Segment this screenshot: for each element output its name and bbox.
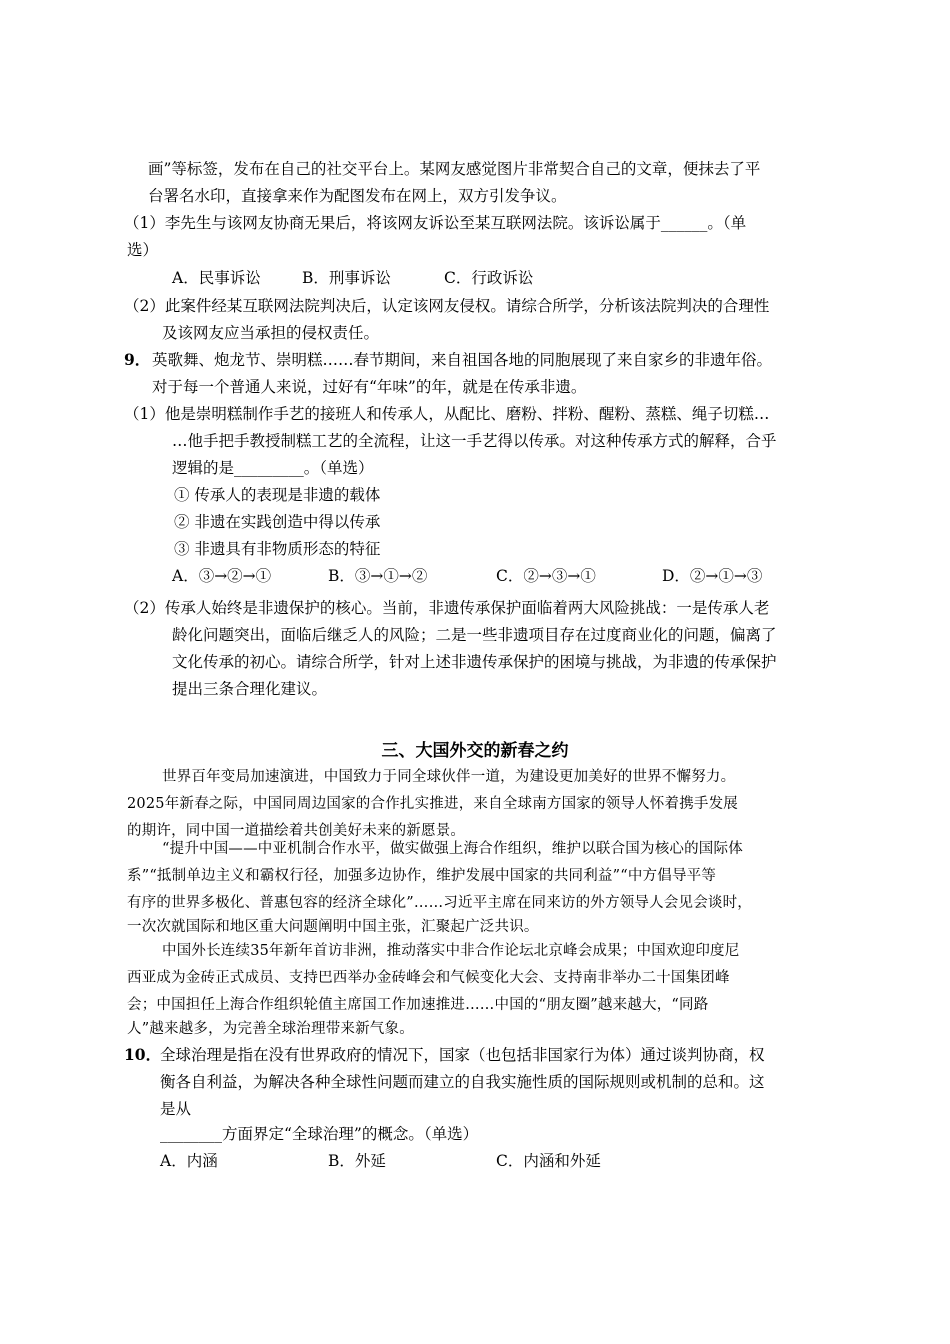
q9-number: 9． xyxy=(124,350,151,369)
section3-paragraph-line: 的期许，同中国一道描绘着共创美好未来的新愿景。 xyxy=(127,823,466,839)
section3-paragraph-line: 一次次就国际和地区重大问题阐明中国主张，汇聚起广泛共识。 xyxy=(127,919,539,935)
q9-sub1-text: 逻辑的是_________。（单选） xyxy=(172,459,374,477)
section3-paragraph-line: 世界百年变局加速演进，中国致力于同全球伙伴一道，为建设更加美好的世界不懈努力。 xyxy=(162,769,736,785)
q9-sub2-text: （2）传承人始终是非遗保护的核心。当前，非遗传承保护面临着两大风险挑战：一是传承人老 xyxy=(124,599,770,617)
section3-paragraph-line: 有序的世界多极化、普惠包容的经济全球化”……习近平主席在同来访的外方领导人会见会谈时， xyxy=(127,895,753,911)
q8-option-c: C．行政诉讼 xyxy=(444,269,534,287)
q9-stem: 英歌舞、炮龙节、崇明糕……春节期间，来自祖国各地的同胞展现了来自家乡的非遗年俗。 xyxy=(152,351,773,369)
q9-sub2-text: 文化传承的初心。请综合所学，针对上述非遗传承保护的困境与挑战，为非遗的传承保护 xyxy=(172,653,777,671)
section3-paragraph-line: 系”“抵制单边主义和霸权行径，加强多边协作，维护发展中国家的共同利益”“中方倡导平等 xyxy=(127,868,717,884)
q10-option-c: C．内涵和外延 xyxy=(496,1152,601,1170)
q8-sub2-text: 及该网友应当承担的侵权责任。 xyxy=(162,324,380,342)
q10-number: 10． xyxy=(124,1045,162,1064)
q9-statement-1: ① 传承人的表现是非遗的载体 xyxy=(174,486,381,504)
section3-paragraph-line: 2025年新春之际，中国同周边国家的合作扎实推进，来自全球南方国家的领导人怀着携手发展 xyxy=(127,796,738,812)
q8-option-a: A．民事诉讼 xyxy=(172,269,261,287)
section3-paragraph-line: 人”越来越多，为完善全球治理带来新气象。 xyxy=(127,1021,414,1037)
q9-stem: 对于每一个普通人来说，过好有“年味”的年，就是在传承非遗。 xyxy=(152,378,587,396)
section-title: 三、大国外交的新春之约 xyxy=(381,741,569,761)
q10-option-b: B．外延 xyxy=(328,1152,386,1170)
q8-option-b: B．刑事诉讼 xyxy=(302,269,391,287)
q10-blank-line: ________方面界定“全球治理”的概念。（单选） xyxy=(160,1125,479,1143)
q9-sub2-text: 龄化问题突出，面临后继乏人的风险；二是一些非遗项目存在过度商业化的问题，偏离了 xyxy=(172,626,777,644)
section3-paragraph-line: “提升中国——中亚机制合作水平，做实做强上海合作组织，维护以联合国为核心的国际体 xyxy=(162,841,743,857)
q9-sub1-text: （1）他是崇明糕制作手艺的接班人和传承人，从配比、磨粉、拌粉、醒粉、蒸糕、绳子切糕… xyxy=(124,405,770,423)
q8-context-line: 画”等标签，发布在自己的社交平台上。某网友感觉图片非常契合自己的文章，便抹去了平 xyxy=(148,160,761,178)
section3-paragraph-line: 中国外长连续35年新年首访非洲，推动落实中非合作论坛北京峰会成果；中国欢迎印度尼 xyxy=(162,943,740,959)
q10-option-a: A．内涵 xyxy=(160,1152,218,1170)
q8-sub1-text: 选） xyxy=(127,241,159,259)
q9-statement-2: ② 非遗在实践创造中得以传承 xyxy=(174,513,381,531)
q9-option-a: A．③→②→① xyxy=(172,567,272,585)
q10-stem: 衡各自利益，为解决各种全球性问题而建立的自我实施性质的国际规则或机制的总和。这 xyxy=(160,1073,765,1091)
q9-statement-3: ③ 非遗具有非物质形态的特征 xyxy=(174,540,381,558)
q9-option-d: D．②→①→③ xyxy=(662,567,763,585)
q10-stem: 是从 xyxy=(160,1100,192,1118)
q9-sub1-text: …他手把手教授制糕工艺的全流程，让这一手艺得以传承。对这种传承方式的解释，合乎 xyxy=(172,432,777,450)
q9-option-b: B．③→①→② xyxy=(328,567,428,585)
q10-stem: 全球治理是指在没有世界政府的情况下，国家（也包括非国家行为体）通过谈判协商，权 xyxy=(160,1046,765,1064)
q9-option-c: C．②→③→① xyxy=(496,567,596,585)
q8-context-line: 台署名水印，直接拿来作为配图发布在网上，双方引发争议。 xyxy=(148,187,567,205)
q8-sub2-text: （2）此案件经某互联网法院判决后，认定该网友侵权。请综合所学，分析该法院判决的合理性 xyxy=(124,297,770,315)
section3-paragraph-line: 西亚成为金砖正式成员、支持巴西举办金砖峰会和气候变化大会、支持南非举办二十国集团峰 xyxy=(127,970,730,986)
q9-sub2-text: 提出三条合理化建议。 xyxy=(172,680,328,698)
section3-paragraph-line: 会；中国担任上海合作组织轮值主席国工作加速推进……中国的“朋友圈”越来越大，“同路 xyxy=(127,997,709,1013)
q8-sub1-text: （1）李先生与该网友协商无果后，将该网友诉讼至某互联网法院。该诉讼属于______。（单 xyxy=(124,214,747,232)
